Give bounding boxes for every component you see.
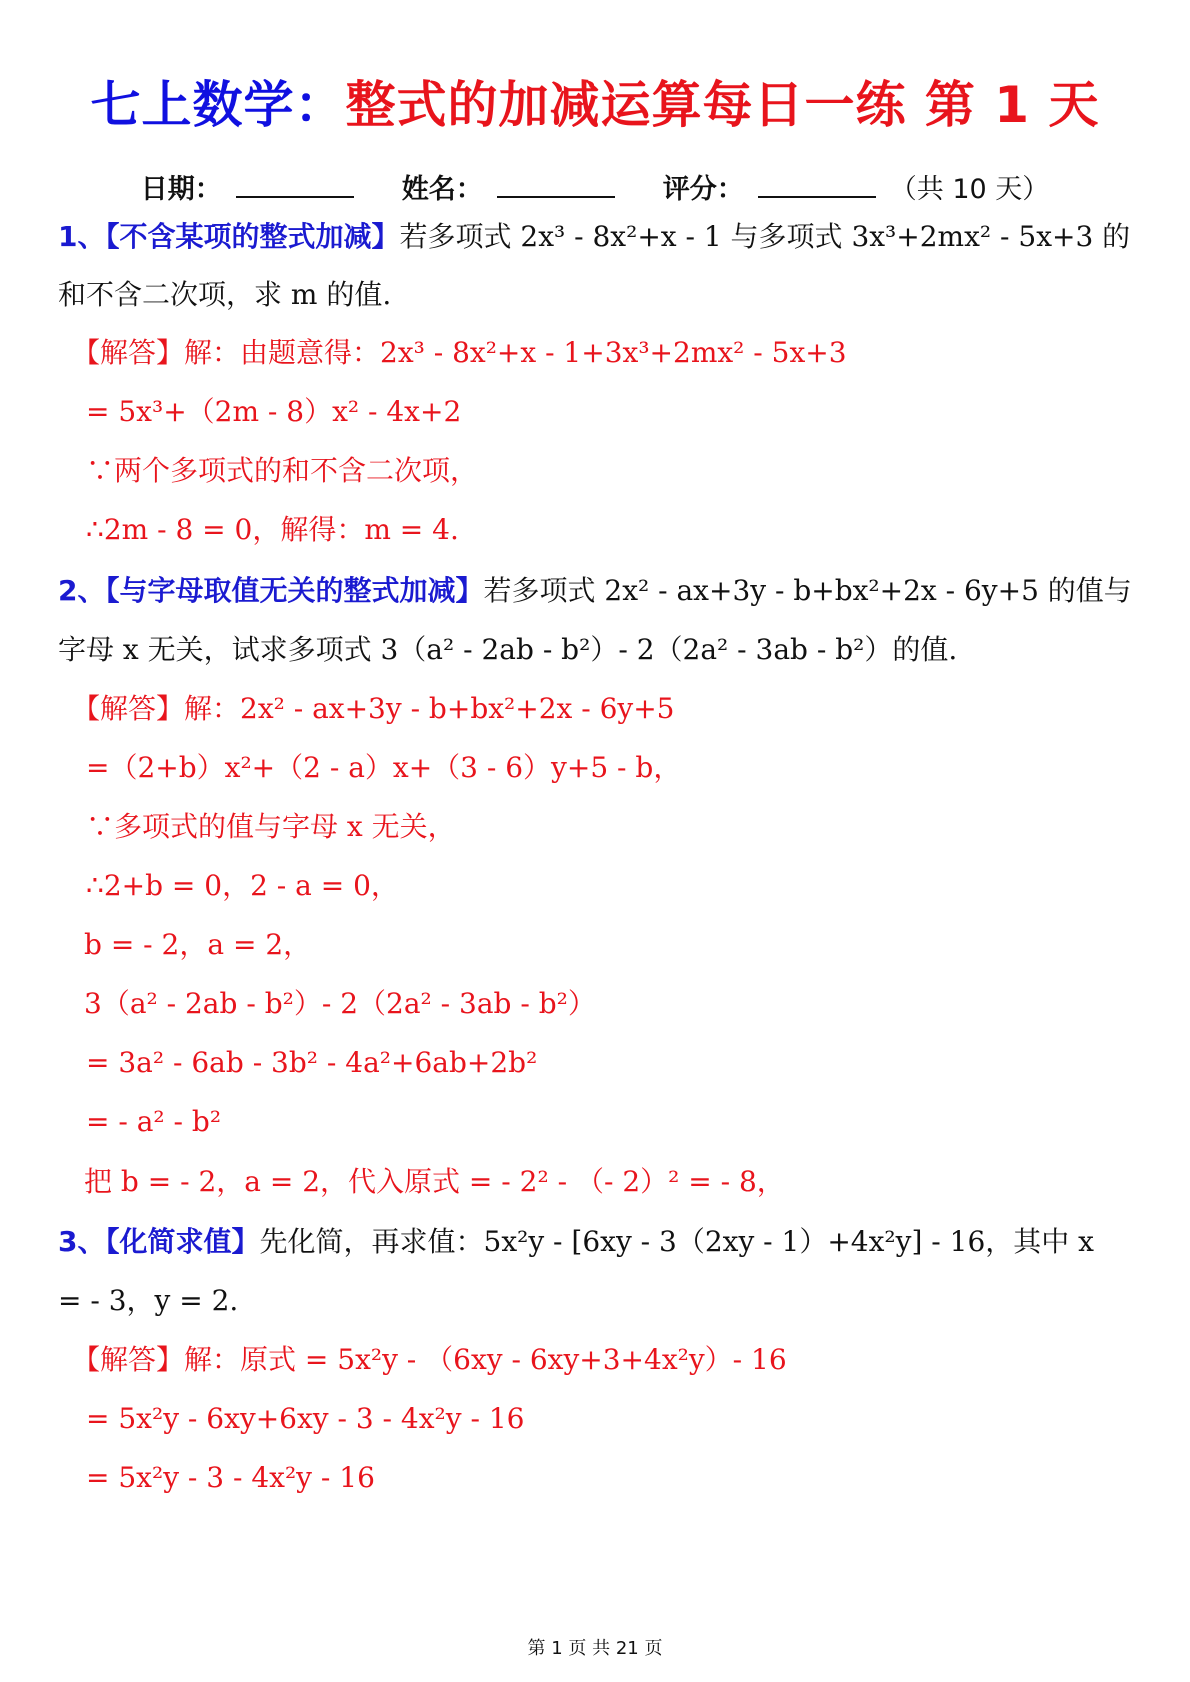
answer-2-line5: b = - 2，a = 2， [84, 928, 312, 961]
answer-2-line6: 3（a² - 2ab - b²）- 2（2a² - 3ab - b²） [84, 987, 596, 1020]
question-1-number: 1、 [58, 220, 106, 253]
score-label: 评分： [662, 174, 744, 205]
title-main: 整式的加减运算每日一练 第 1 天 [345, 76, 1100, 134]
title-prefix: 七上数学： [90, 76, 346, 134]
answer-1-line2: = 5x³+（2m - 8）x² - 4x+2 [86, 395, 462, 428]
date-field[interactable] [236, 168, 354, 198]
question-1-text-line1: 若多项式 2x³ - 8x²+x - 1 与多项式 3x³+2mx² - 5x+3 的 [399, 220, 1131, 253]
question-3-text-line1: 先化简，再求值：5x²y - [6xy - 3（2xy - 1）+4x²y] - 16，其中 x [259, 1225, 1094, 1258]
question-2-text-line1: 若多项式 2x² - ax+3y - b+bx²+2x - 6y+5 的值与 [483, 574, 1132, 607]
name-field[interactable] [497, 168, 615, 198]
answer-1-line3: ∵两个多项式的和不含二次项， [86, 454, 479, 487]
page-title [0, 70, 1190, 140]
question-2 [58, 566, 1132, 616]
answer-3-line2: = 5x²y - 6xy+6xy - 3 - 4x²y - 16 [86, 1402, 525, 1435]
question-3 [58, 1217, 1094, 1267]
page-footer: 第 1 页 共 21 页 [527, 1638, 663, 1659]
answer-2-line3: ∵多项式的值与字母 x 无关， [86, 810, 456, 843]
name-label: 姓名： [401, 174, 483, 205]
answer-1-line1: 【解答】解：由题意得：2x³ - 8x²+x - 1+3x³+2mx² - 5x+3 [72, 336, 847, 369]
question-3-tag: 【化简求值】 [105, 1225, 260, 1258]
question-3-text-line2: = - 3，y = 2. [58, 1284, 239, 1317]
date-label: 日期： [140, 174, 222, 205]
total-days: （共 10 天） [889, 174, 1050, 205]
question-2-number: 2、 [58, 574, 106, 607]
answer-3-line1: 【解答】解：原式 = 5x²y - （6xy - 6xy+3+4x²y）- 16 [72, 1343, 787, 1376]
score-field[interactable] [758, 168, 876, 198]
question-2-tag: 【与字母取值无关的整式加减】 [105, 574, 484, 607]
question-1 [58, 212, 1130, 262]
answer-3-line3: = 5x²y - 3 - 4x²y - 16 [86, 1461, 375, 1494]
question-2-text-line2: 字母 x 无关，试求多项式 3（a² - 2ab - b²）- 2（2a² - 3ab - b²）的值. [58, 633, 958, 666]
answer-1-line4: ∴2m - 8 = 0，解得：m = 4. [86, 513, 459, 546]
question-3-number: 3、 [58, 1225, 106, 1258]
answer-2-line2: =（2+b）x²+（2 - a）x+（3 - 6）y+5 - b， [86, 751, 682, 784]
question-1-tag: 【不含某项的整式加减】 [105, 220, 400, 253]
student-info-row [0, 168, 1190, 210]
answer-2-line9: 把 b = - 2，a = 2，代入原式 = - 2² - （- 2）² = - 8， [84, 1165, 785, 1198]
answer-2-line1: 【解答】解：2x² - ax+3y - b+bx²+2x - 6y+5 [72, 692, 675, 725]
answer-2-line7: = 3a² - 6ab - 3b² - 4a²+6ab+2b² [86, 1046, 538, 1079]
answer-2-line8: = - a² - b² [86, 1105, 222, 1138]
answer-2-line4: ∴2+b = 0，2 - a = 0， [86, 869, 399, 902]
question-1-text-line2: 和不含二次项，求 m 的值. [58, 278, 392, 311]
